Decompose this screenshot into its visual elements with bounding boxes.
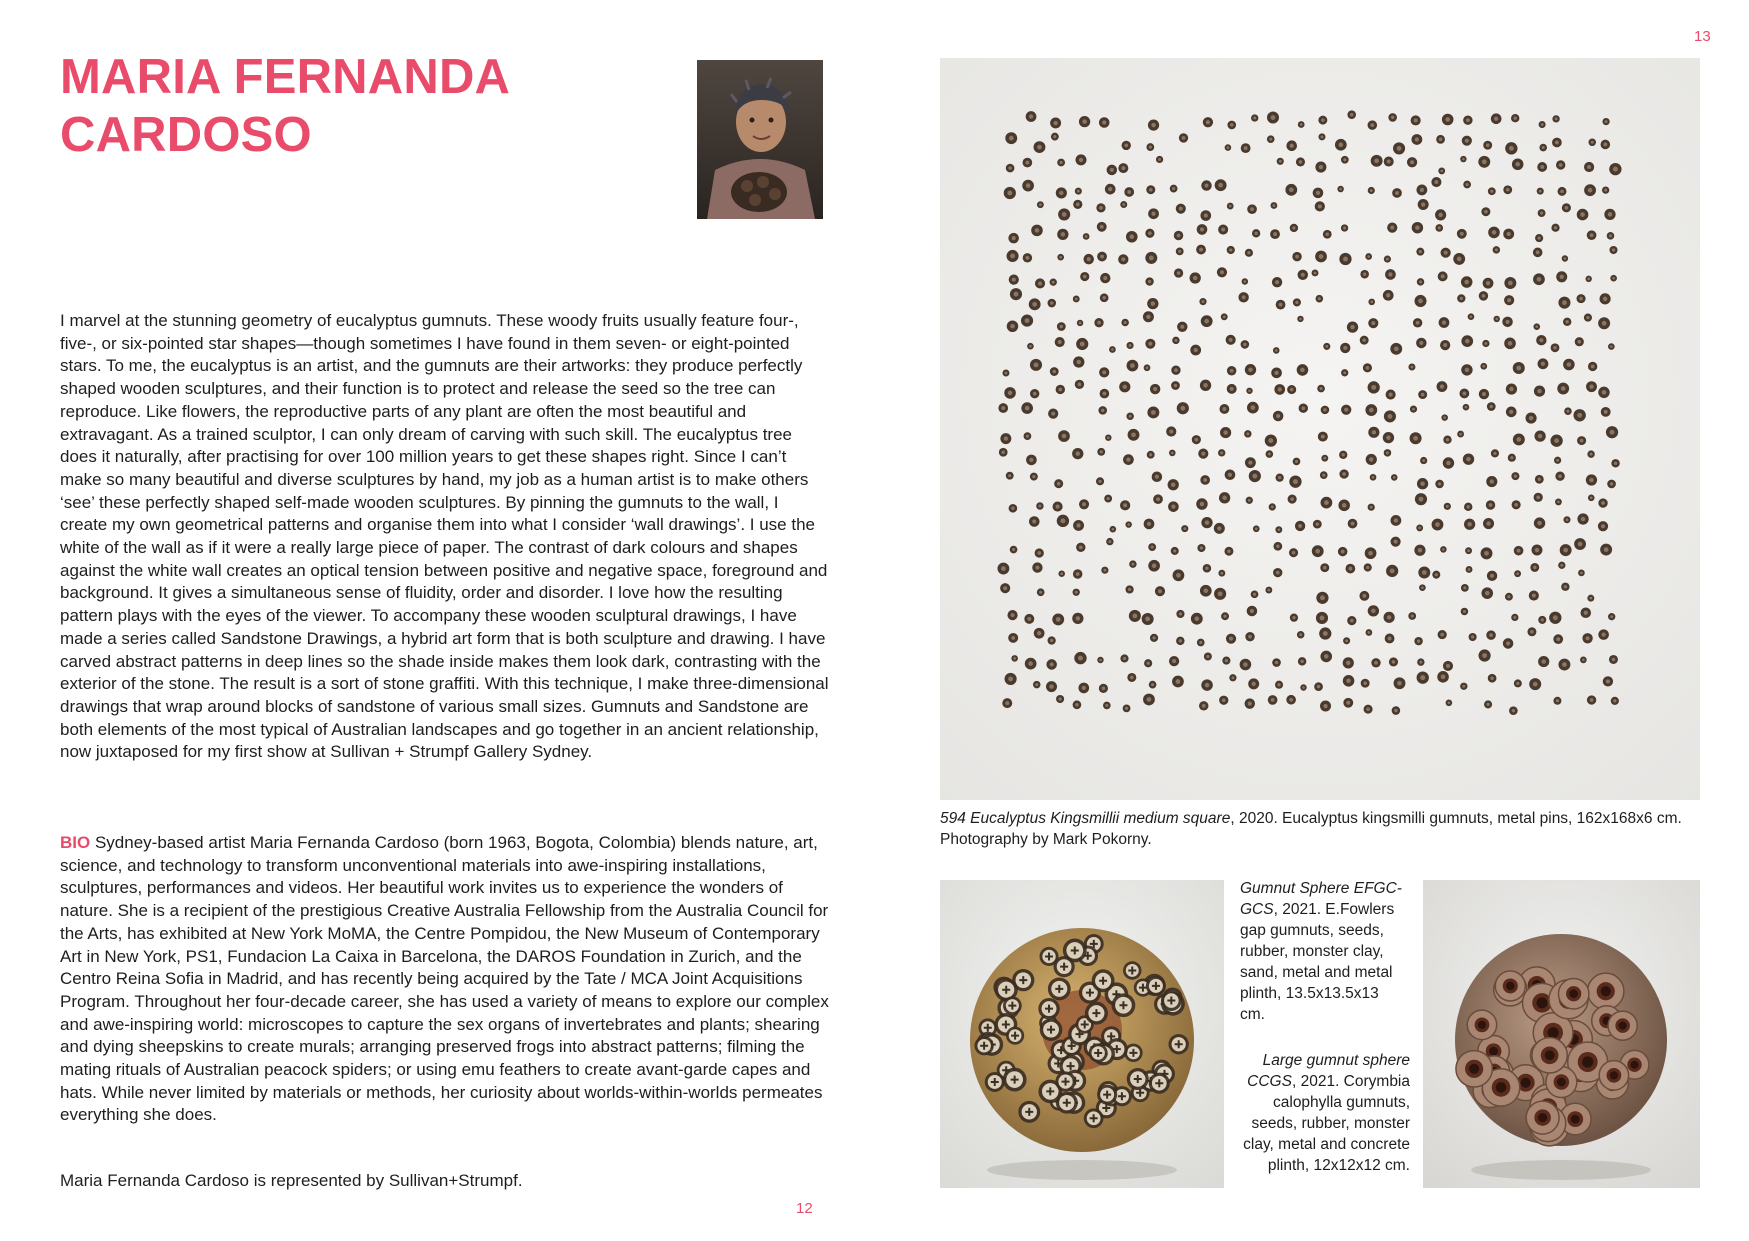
caption-sphere-ccgs	[1240, 1050, 1410, 1176]
caption-main-title: 594 Eucalyptus Kingsmillii medium square	[940, 810, 1231, 827]
artwork-gumnut-wall-photo	[940, 58, 1700, 800]
bio-paragraph	[60, 832, 830, 1127]
bio-label: BIO	[60, 833, 91, 852]
artist-statement: I marvel at the stunning geometry of eucalyptus gumnuts. These woody fruits usually feature four-, five-, or six-pointed star shapes—though sometimes I have found in them seven- or eight-pointed stars. To me, the eucalyptus is an artist, and the gumnuts are their artworks: they produce perfectly shaped wooden sculptures, and their function is to protect and release the seed so the tree can reproduce. Like flowers, the reproductive parts of any plant are often the most beautiful and extravagant. As a trained sculptor, I can only dream of carving with such skill. The eucalyptus tree does it naturally, after practising for over 100 million years to get these shapes right. Since I can’t make so many beautiful and diverse sculptures by hand, my job as a human artist is to make others ‘see’ these perfectly shaped self-made wooden sculptures. By pinning the gumnuts to the wall, I create my own geometrical patterns and organise them into what I consider ‘wall drawings’. I use the white of the wall as if it were a really large piece of paper. The contrast of dark colours and shapes against the white wall creates an optical tension between positive and negative space, foreground and background. It gives a simultaneous sense of fluidity, order and disorder. I love how the resulting pattern plays with the eyes of the viewer. To accompany these wooden sculptural drawings, I have made a series called Sandstone Drawings, a hybrid art form that is both sculpture and drawing. I have carved abstract patterns in deep lines so the shade inside makes them look dark, contrasting with the exterior of the stone. The result is a sort of stone graffiti. With this technique, I make three-dimensional drawings that wrap around blocks of sandstone of various small sizes. Gumnuts and Sandstone are both elements of the most typical of Australian landscapes and go together in an ancient relationship, now juxtaposed for my first show at Sullivan + Strumpf Gallery Sydney.	[60, 311, 829, 762]
caption-sphere-efgc	[1240, 878, 1408, 1025]
artist-name-line1: MARIA FERNANDA	[60, 50, 511, 104]
artist-name	[60, 48, 620, 164]
representation-note: Maria Fernanda Cardoso is represented by Sullivan+Strumpf.	[60, 1171, 523, 1190]
caption-sphere-efgc-title: Gumnut Sphere EFGC-GCS	[1240, 880, 1402, 918]
artwork-gumnut-sphere-efgc-photo	[940, 880, 1224, 1188]
caption-sphere-ccgs-title: Large gumnut sphere CCGS	[1247, 1052, 1410, 1090]
artwork-large-gumnut-sphere-ccgs-photo	[1423, 880, 1700, 1188]
artist-name-line2: CARDOSO	[60, 108, 312, 162]
artist-portrait	[697, 60, 823, 219]
page-number-right: 13	[1694, 28, 1711, 45]
bio-text: Sydney-based artist Maria Fernanda Cardoso (born 1963, Bogota, Colombia) blends nature, art, science, and technology to transform unconventional materials into awe-inspiring installations, sculptures, performances and videos. Her beautiful work invites us to experience the wonders of nature. She is a recipient of the prestigious Creative Australia Fellowship from the Australia Council for the Arts, has exhibited at New York MoMA, the Centre Pompidou, the New Museum of Contemporary Art in New York, PS1, Fundacion La Caixa in Barcelona, the DAROS Foundation in Zurich, and the Centro Reina Sofia in Madrid, and has recently being acquired by the Tate / MCA Joint Acquisitions Program. Throughout her four-decade career, she has used a variety of means to explore our complex and awe-inspiring world: microscopes to capture the sex organs of invertebrates and plants; shearing and dying sheepskins to create murals; arranging preserved frogs into abstract patterns; filming the mating rituals of Australian peacock spiders; or using emu feathers to create avant-garde capes and hats. While never limited by materials or methods, her curiosity about worlds-within-worlds permeates everything she does.	[60, 833, 829, 1125]
caption-main-artwork	[940, 808, 1700, 850]
caption-sphere-efgc-details: , 2021. E.Fowlers gap gumnuts, seeds, rubber, monster clay, sand, metal and metal plinth, 13.5x13.5x13 cm.	[1240, 901, 1395, 1023]
caption-sphere-ccgs-details: , 2021. Corymbia calophylla gumnuts, seeds, rubber, monster clay, metal and concrete plinth, 12x12x12 cm.	[1243, 1073, 1410, 1174]
caption-main-details: , 2020. Eucalyptus kingsmilli gumnuts, metal pins, 162x168x6 cm. Photography by Mark Pokorny.	[940, 810, 1682, 848]
page-number-left: 12	[796, 1200, 813, 1217]
